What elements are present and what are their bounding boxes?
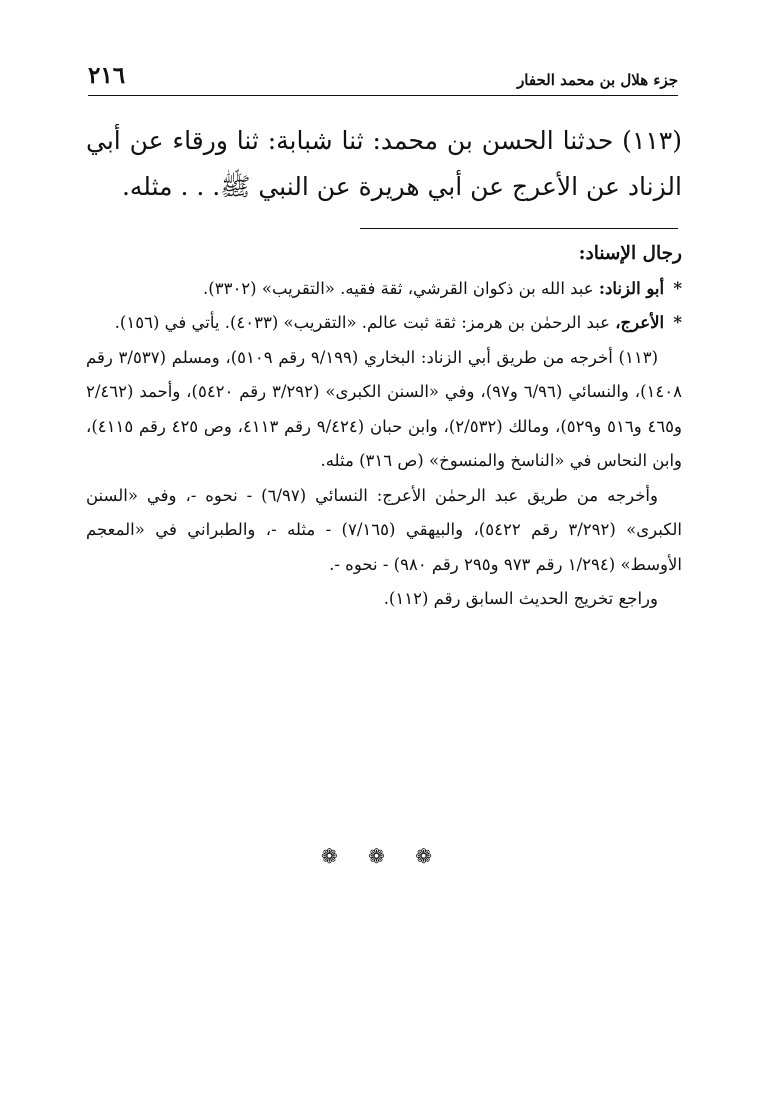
footnote-divider: [360, 228, 678, 229]
narrators-heading: رجال الإسناد:: [578, 243, 682, 264]
running-head: [88, 62, 678, 96]
footnotes: [86, 237, 682, 617]
page-number: ٢١٦: [88, 62, 126, 89]
hadith-text: (١١٣) حدثنا الحسن بن محمد: ثنا شبابة: ثنا ورقاء عن أبي الزناد عن الأعرج عن أبي هريرة عن النبي ﷺ. . . مثله.: [86, 126, 682, 201]
takhrij-paragraph: (١١٣) أخرجه من طريق أبي الزناد: البخاري (٩/١٩٩ رقم ٥١٠٩)، ومسلم (٣/٥٣٧ رقم ١٤٠٨)، والنسائي (٦/٩٦ و٩٧)، وفي «السنن الكبرى» (٣/٢٩٢ رقم ٥٤٢٠)، وأحمد (٢/٤٦٢ و٤٦٥ و٥١٦ و٥٢٩)، ومالك (٢/٥٣٢)، وابن حبان (٩/٤٢٤ رقم ٤١١٣، وص ٤٢٥ رقم ٤١١٥)، وابن النحاس في «الناسخ والمنسوخ» (ص ٣١٦) مثله.: [86, 347, 683, 470]
narrator-name: الأعرج،: [615, 313, 665, 332]
flower-ornament-icons: ❁ ❁ ❁: [321, 844, 444, 868]
star-bullet: *: [673, 278, 682, 298]
narrator-entry: [86, 306, 682, 341]
takhrij-paragraph: وأخرجه من طريق عبد الرحمٰن الأعرج: النسائي (٦/٩٧) - نحوه -، وفي «السنن الكبرى» (٣/٢٩٢ رقم ٥٤٢٢)، والبيهقي (٧/١٦٥) - مثله -، والطبراني في «المعجم الأوسط» (١/٢٩٤ رقم ٩٧٣ و٢٩٥ رقم ٩٨٠) - نحوه -.: [86, 485, 682, 574]
star-bullet: *: [673, 313, 682, 332]
takhrij-paragraph: وراجع تخريج الحديث السابق رقم (١١٢).: [383, 589, 658, 608]
narrator-name: أبو الزناد:: [598, 278, 665, 298]
narrator-description: عبد الرحمٰن بن هرمز: ثقة ثبت عالم. «التقريب» (٤٠٣٣). يأتي في (١٥٦).: [114, 313, 610, 332]
narrator-entry: [86, 272, 682, 307]
narrator-description: عبد الله بن ذكوان القرشي، ثقة فقيه. «التقريب» (٣٣٠٢).: [203, 278, 594, 298]
book-title: جزء هلال بن محمد الحفار: [517, 71, 678, 89]
